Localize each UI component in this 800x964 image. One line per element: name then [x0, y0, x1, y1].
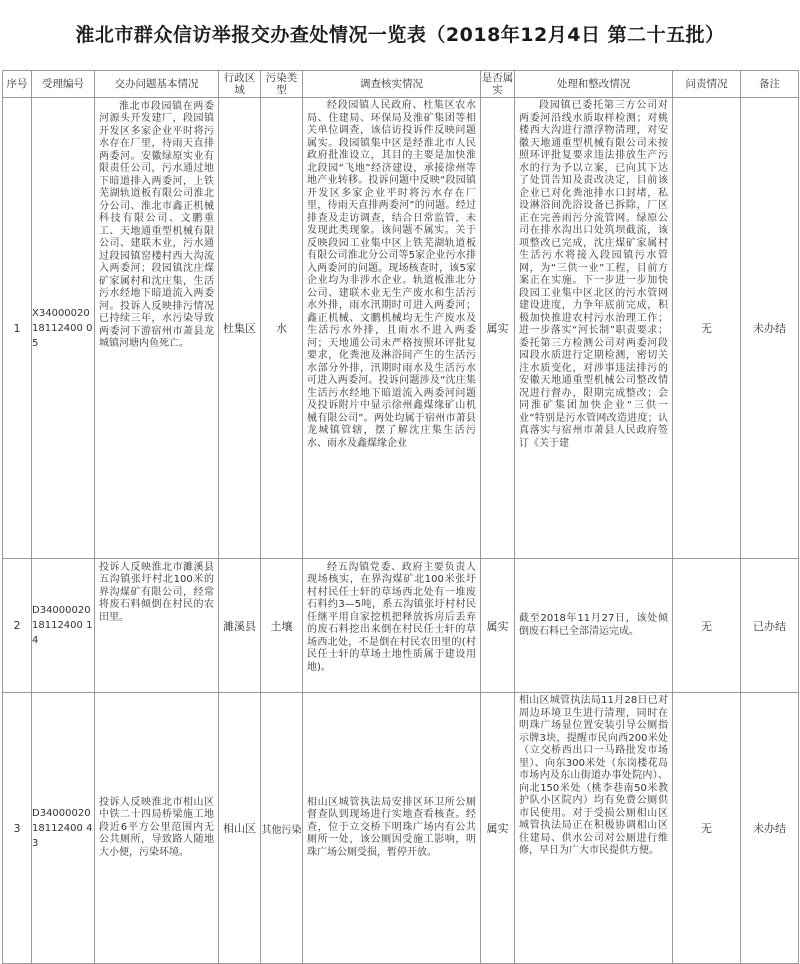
row-verified: 属实 — [481, 98, 515, 559]
row-investigation: 经段园镇人民政府、杜集区农水局、住建局、环保局及淮矿集团等相关单位调查，该信访投诉件反映问题属实。段园镇集中区是经淮北市人民政府批准设立，其目的主要是加快淮北段园“飞地”经济建设，承接徐州等地产业转移。投诉问题中反映“段园镇开发区多家企业平时将污水存在厂里，待雨天直排两委河”的问题。经过排查及走访调查，结合日常监管，未发现此类现象。该问题不属实。关于反映段园工业集中区上铁芜湖轨道板有限公司淮北分公司等5家企业污水排入两委河的问题。现场核查时，该5家企业均为非涉水企业。轨道板淮北分公司、建联木业无生产废水和生活污水外排，雨水汛期时可进入两委河；鑫正机械、文鹏机械均无生产废水及生活污水外排，且雨水不进入两委河；天地通公司未严格按照环评批复要求，化粪池及淋浴间产生的生活污水部分外排，汛期时雨水及生活污水可进入两委河。投诉问题涉及“沈庄集生活污水经地下暗道流入两委河问题及投诉附片中显示徐州鑫煤缘矿山机械有限公司”。两处均属于宿州市萧县龙城镇管辖，摆了解沈庄集生活污水、雨水及鑫煤缘企业 — [307, 100, 476, 449]
header-accountability: 问责情况 — [673, 71, 741, 98]
row-issue: 投诉人反映淮北市濉溪县五沟镇张圩村北100米的界沟煤矿有限公司，经常将废石料倾倒在村民的农田里。 — [99, 561, 214, 623]
row-pollution: 土壤 — [261, 559, 303, 693]
header-issue: 交办问题基本情况 — [95, 71, 219, 98]
row-verified: 属实 — [481, 693, 515, 964]
row-investigation: 经五沟镇党委、政府主要负责人现场核实，在界沟煤矿北100米张圩村村民任士轩的草场西北处有一堆废石料约3—5吨，系五沟镇张圩村村民任继平用自家挖机把释放拆房后丢弃的废石料挖出来倒在村民任士轩的草场西北处，不是倒在村民农田里的(村民任士轩的草场土地性质属于建设用地)。 — [307, 561, 476, 673]
header-handling: 处理和整改情况 — [515, 71, 673, 98]
row-investigation: 相山区城管执法局安排区环卫所公厕督查队到现场进行实地查看核查。经查，位于立交桥下明珠广场内有公共厕所一处，该公厕因受施工影响，明珠广场公厕受损，暂停开放。 — [307, 796, 476, 858]
row-district: 相山区 — [219, 693, 261, 964]
row-handling: 段园镇已委托第三方公司对两委河沿线水质取样检测；对桃楼西大沟进行漂浮物清理，对安徽天地通重型机械有限公司未按照环评批复要求违法排放生产污水的行为予以立案，已向其下达了处罚告知及责改决定，目前该企业已对化粪池排水口封堵，私设淋浴间洗浴设备已拆除，厂区正在完善雨污分流管网。绿原公司在排水沟出口处筑坝截流，该项整改已完成，沈庄煤矿家属村生活污水将接入段园镇污水管网，为“三供一业”工程，目前方案正在实施。下一步进一步加快段园工业集中区北区的污水管网建设进度，力争年底前完成，积极加快推进农村污水治理工作；进一步落实“河长制”职责要求；委托第三方检测公司对两委河段园段水质进行定期检测，密切关注水质变化，对涉事违法排污的安徽天地通重型机械公司整改情况进行督办，限期完成整改；会同淮矿集团加快企业“三供一业”特别是污水管网改造进度；认真落实与宿州市萧县人民政府签订《关于建 — [519, 100, 668, 449]
row-no: 1 — [3, 98, 32, 559]
row-code: D3400002018112400 43 — [32, 693, 95, 964]
row-remark: 未办结 — [741, 98, 799, 559]
row-accountability: 无 — [673, 98, 741, 559]
row-accountability: 无 — [673, 559, 741, 693]
row-remark: 未办结 — [741, 693, 799, 964]
table-row — [3, 559, 799, 693]
row-accountability: 无 — [673, 693, 741, 964]
table-row — [3, 693, 799, 964]
row-pollution: 其他污染 — [261, 693, 303, 964]
row-district: 濉溪县 — [219, 559, 261, 693]
row-no: 3 — [3, 693, 32, 964]
row-verified: 属实 — [481, 559, 515, 693]
header-no: 序号 — [3, 71, 32, 98]
row-pollution: 水 — [261, 98, 303, 559]
row-remark: 已办结 — [741, 559, 799, 693]
header-verified: 是否属实 — [481, 72, 514, 96]
header-investigation: 调查核实情况 — [303, 71, 481, 98]
row-district: 杜集区 — [219, 98, 261, 559]
row-handling: 相山区城管执法局11月28日已对周边环境卫生进行清理，同时在明珠广场显位置安装引导公厕指示牌3块，提醒市民向西200米处（立交桥西出口一马路批发市场里）、向东300米处（东岗楼花岛市场内及东山街道办事处院内）、向北150米处（桃李巷南50米教护队小区院内）均有免费公厕供市民使用。对于受损公厕相山区城管执法局正在积极协调相山区住建局、供水公司对公厕进行维修，早日为广大市民提供方便。 — [519, 695, 668, 856]
header-code: 受理编号 — [32, 71, 95, 98]
page-title: 淮北市群众信访举报交办查处情况一览表（2018年12月4日 第二十五批） — [75, 23, 725, 46]
row-code: X3400002018112400 05 — [32, 98, 95, 559]
table-row — [3, 98, 799, 559]
header-district: 行政区域 — [219, 71, 261, 98]
header-pollution: 污染类型 — [261, 71, 303, 98]
header-remark: 备注 — [741, 71, 799, 98]
row-issue: 投诉人反映淮北市相山区中铁二十四局桥梁施工地段近6平方公里范围内无公共厕所，导致路人随地大小便，污染环境。 — [99, 796, 214, 858]
row-no: 2 — [3, 559, 32, 693]
row-issue: 淮北市段园镇在两委河源头开发建厂，段园镇开发区多家企业平时将污水存在厂里，待雨天直排两委河。安徽绿原实业有限责任公司，污水通过地下暗道排入两委河，上铁芜湖轨道板有限公司淮北分公司、淮北市鑫正机械科技有限公司、文鹏重工、天地通重型机械有限公司、建联木业，污水通过段园镇窑楼村西大沟流入两委河；段园镇沈庄煤矿家属村和沈庄集，生活污水经地下暗道流入两委河。投诉人反映排污情况已持续三年，水污染导致两委河下游宿州市萧县龙城镇河塘内鱼死亡。 — [99, 100, 214, 349]
header-row — [3, 71, 799, 98]
report-table — [2, 70, 799, 964]
row-handling: 截至2018年11月27日，该处倾倒废石料已全部清运完成。 — [519, 613, 668, 637]
row-code: D3400002018112400 14 — [32, 559, 95, 693]
